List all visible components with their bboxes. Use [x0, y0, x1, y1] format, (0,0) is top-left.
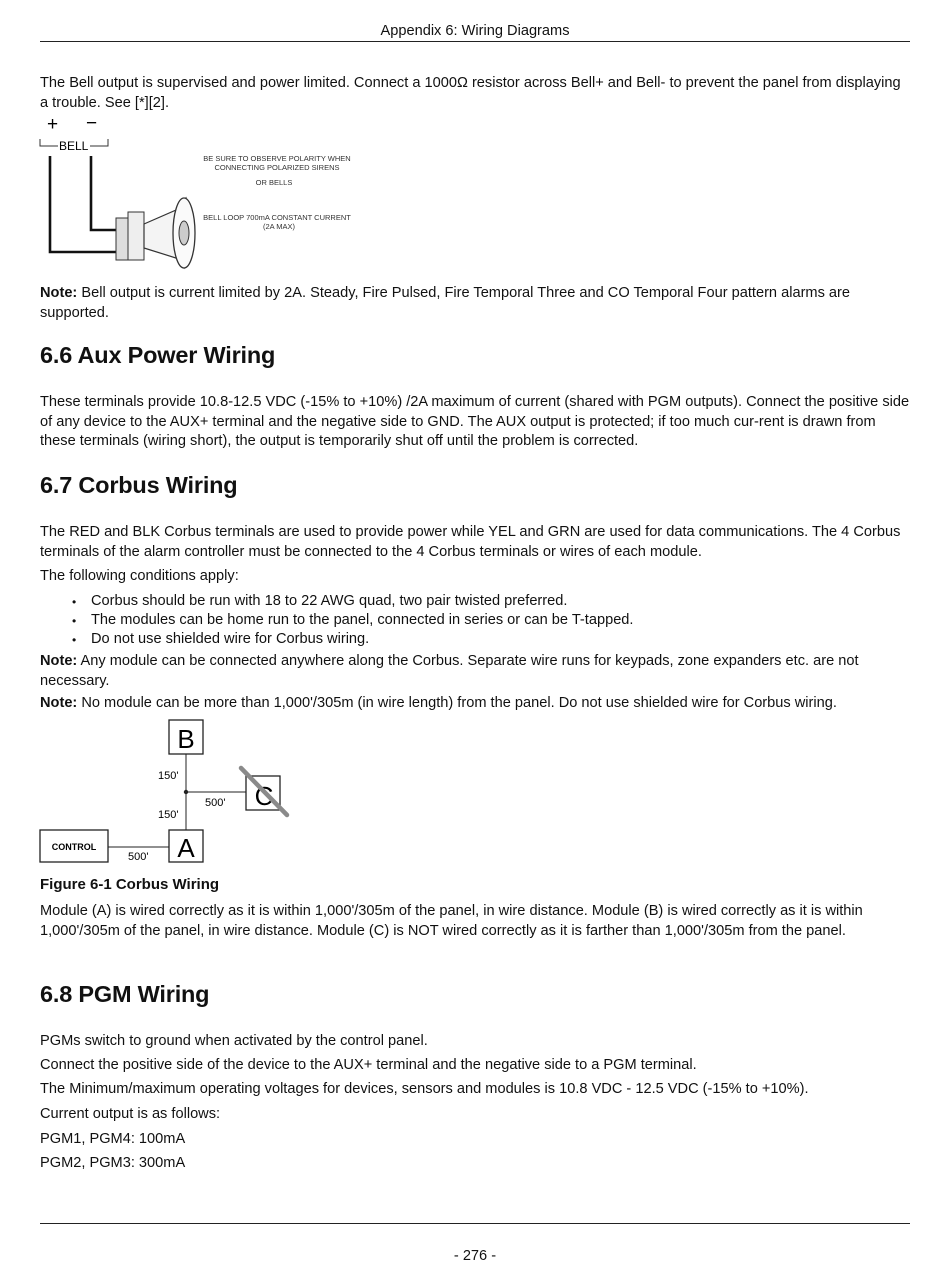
t-tap-junction — [184, 790, 188, 794]
polarity-note-line3: OR BELLS — [255, 178, 293, 187]
bell-plus-label: + — [47, 114, 59, 135]
header-rule — [40, 41, 910, 42]
length-label-b: 150' — [158, 770, 179, 782]
section-heading-corbus: 6.7 Corbus Wiring — [40, 472, 238, 498]
page-number: - 276 - — [453, 1248, 497, 1264]
section-heading-aux: 6.6 Aux Power Wiring — [40, 342, 276, 368]
list-item: • Corbus should be run with 18 to 22 AWG quad, two pair twisted preferred. — [40, 592, 900, 611]
pgm-line: PGM2, PGM3: 300mA — [40, 1155, 186, 1171]
footer-rule — [40, 1223, 910, 1224]
corbus-note-2 — [40, 694, 912, 714]
pgm-line: PGM1, PGM4: 100mA — [40, 1131, 186, 1147]
bell-wiring-diagram — [38, 112, 368, 277]
bell-loop-note-line2: (2A MAX) — [262, 222, 296, 231]
corbus-wiring-figure — [38, 716, 308, 868]
note-label: Note: — [40, 653, 78, 669]
bell-negative-wire — [91, 156, 116, 230]
note-label: Note: — [40, 285, 78, 301]
polarity-note-line2: CONNECTING POLARIZED SIRENS — [214, 163, 340, 172]
siren-driver — [128, 212, 144, 260]
note-text: Bell output is current limited by 2A. Steady, Fire Pulsed, Fire Temporal Three and CO Temporal Four pattern alarms are supported. — [40, 285, 851, 321]
siren-mount — [116, 218, 128, 260]
corbus-paragraph: The RED and BLK Corbus terminals are used to provide power while YEL and GRN are used for data communications. The 4 Corbus terminals of the alarm controller must be connected to the 4 Corbus terminals or wires of each module. — [40, 524, 901, 560]
bell-note — [40, 284, 912, 323]
control-label: CONTROL — [51, 842, 97, 852]
module-c-label: C — [254, 781, 274, 811]
pgm-line: Connect the positive side of the device to the AUX+ terminal and the negative side to a PGM terminal. — [40, 1057, 697, 1073]
corbus-conditions-intro: The following conditions apply: — [40, 568, 239, 584]
polarity-note-line1: BE SURE TO OBSERVE POLARITY WHEN — [203, 154, 351, 163]
note-label: Note: — [40, 695, 78, 711]
bell-loop-note-line1: BELL LOOP 700mA CONSTANT CURRENT — [203, 213, 351, 222]
pgm-line: Current output is as follows: — [40, 1106, 221, 1122]
pgm-line: PGMs switch to ground when activated by the control panel. — [40, 1033, 428, 1049]
bell-paragraph: The Bell output is supervised and power limited. Connect a 1000Ω resistor across Bell+ and Bell- to prevent the panel from displaying a trouble. See [*][2]. — [40, 75, 901, 111]
length-label-c: 500' — [205, 797, 226, 809]
list-item: • Do not use shielded wire for Corbus wiring. — [40, 630, 900, 649]
module-b-label: B — [177, 724, 195, 754]
corbus-conditions-list — [40, 592, 900, 650]
module-a-label: A — [177, 833, 195, 863]
siren-horn-core — [179, 221, 189, 245]
note-text: Any module can be connected anywhere along the Corbus. Separate wire runs for keypads, zone expanders etc. are not necessary. — [40, 653, 859, 689]
page-header-title: Appendix 6: Wiring Diagrams — [380, 23, 570, 39]
bell-positive-wire — [50, 156, 116, 252]
list-item: • The modules can be home run to the panel, connected in series or can be T-tapped. — [40, 611, 900, 630]
length-label-a: 150' — [158, 809, 179, 821]
bell-terminal-label: BELL — [59, 139, 89, 153]
bell-bracket-left — [40, 139, 58, 146]
bell-bracket-right — [90, 139, 108, 146]
pgm-line: The Minimum/maximum operating voltages for devices, sensors and modules is 10.8 VDC - 12.5 VDC (-15% to +10%). — [40, 1081, 809, 1097]
figure-explanation: Module (A) is wired correctly as it is within 1,000'/305m of the panel, in wire distance. Module (B) is wired correctly as it is within 1,000'/305m of the panel, in wire distance. Module (C) is NOT wired correctly as it is farther than 1,000'/305m from the panel. — [40, 903, 863, 939]
corbus-note-1 — [40, 652, 912, 691]
figure-caption: Figure 6-1 Corbus Wiring — [40, 876, 220, 893]
bell-minus-label: − — [86, 113, 98, 134]
aux-paragraph: These terminals provide 10.8-12.5 VDC (-15% to +10%) /2A maximum of current (shared with PGM outputs). Connect the positive side of any device to the AUX+ terminal and the negative side to GND. The AUX output is protected; if too much cur-rent is drawn from these terminals (wiring short), the output is temporarily shut off until the problem is corrected. — [40, 394, 910, 449]
length-label-control: 500' — [128, 851, 149, 863]
section-heading-pgm: 6.8 PGM Wiring — [40, 981, 210, 1007]
note-text: No module can be more than 1,000'/305m (in wire length) from the panel. Do not use shielded wire for Corbus wiring. — [77, 695, 837, 711]
